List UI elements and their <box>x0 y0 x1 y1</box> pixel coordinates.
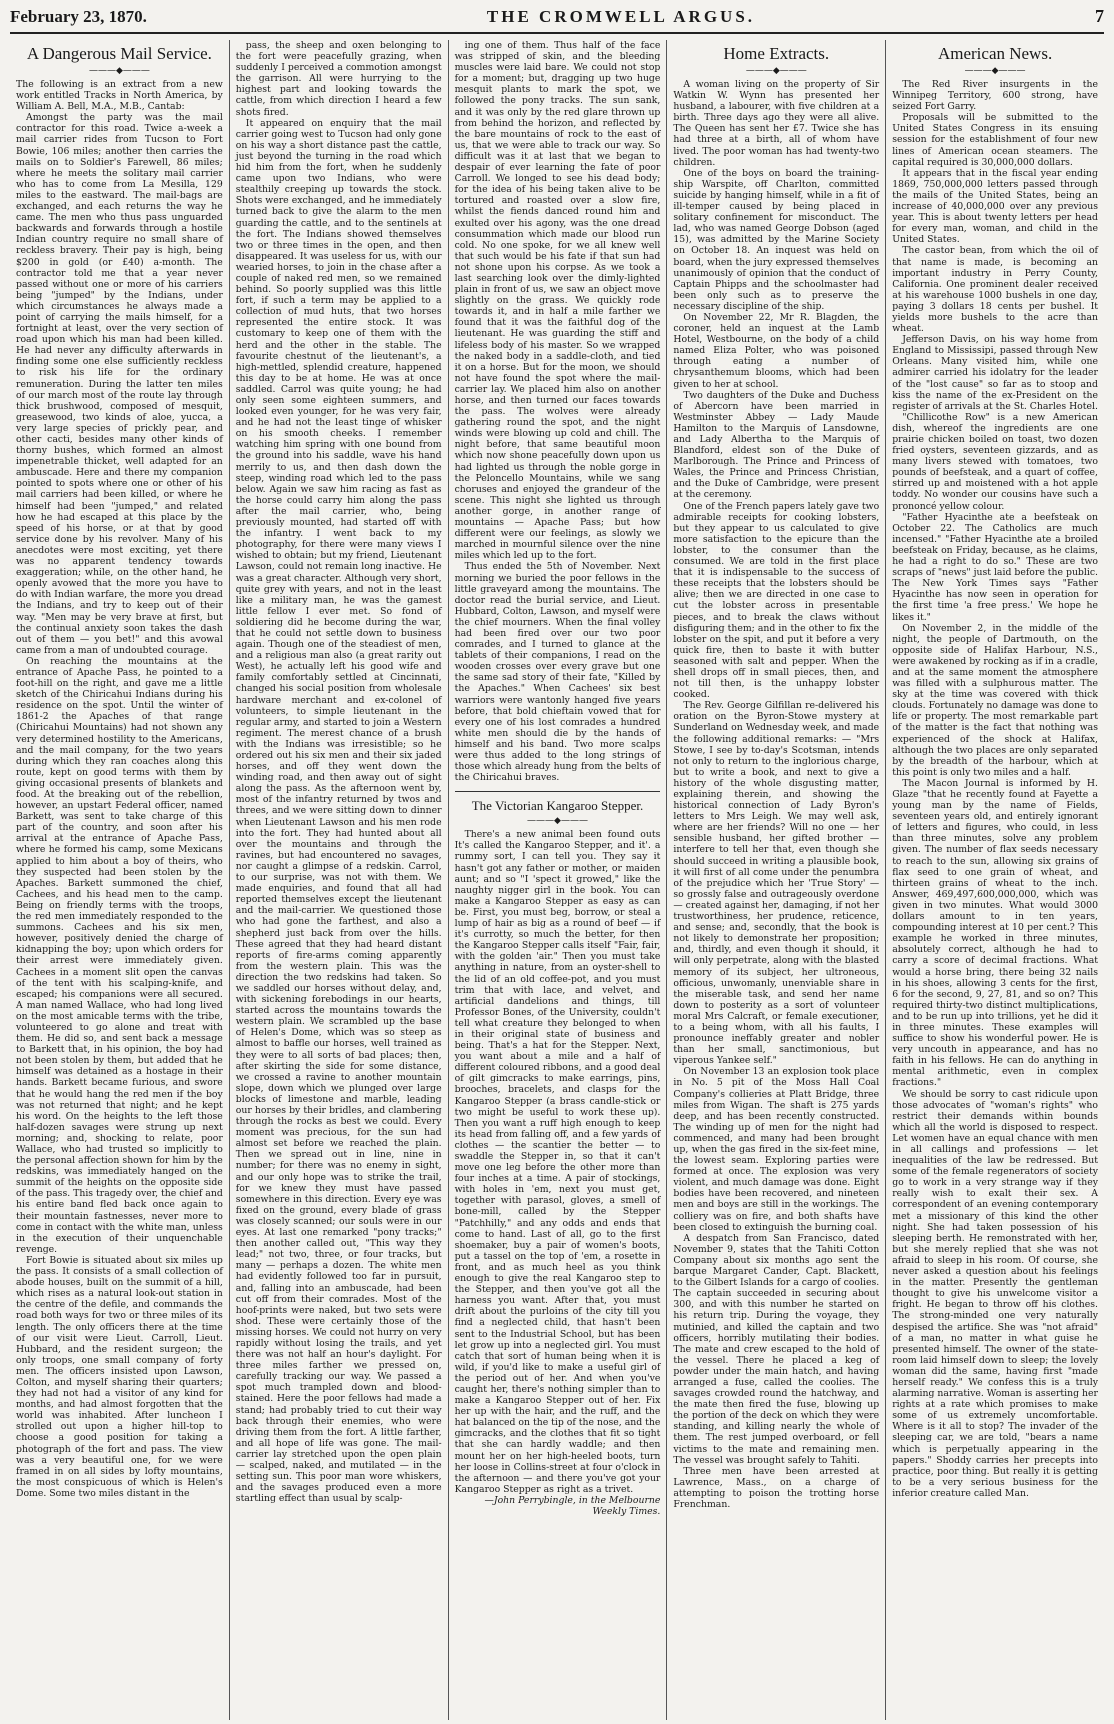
column-5 <box>885 40 1104 1720</box>
paragraph: We should be sorry to cast ridicule upon those advocates of "woman's rights" who restrict their demands within bounds which all the world is disposed to respect. Let women have an equal chance with men in all callings and professions — let inequalities of the law be redressed. But some of the female regenerators of society go to work in a very strange way if they really wish to exalt their sex. A correspondent of an evening contemporary met a missionary of this kind the other night. She had taken possession of his sleeping berth. He remonstrated with her, but she merely replied that she was not afraid to sleep in his room. Of course, she never asked a question about his feelings in the matter. Presently the gentleman thought to give his unwelcome visitor a fright. He began to throw off his clothes. The strong-minded one very naturally despised the artifice. She was "not afraid" of a man, no matter in what guise he presented himself. The owner of the state-room laid himself down to sleep; the lovely woman did the same, having first "made herself ready." We confess this is a truly alarming narrative. Woman is asserting her rights at a rate which promises to make some of us extremely uncomfortable. Where is it all to stop? The invader of the sleeping car, we are told, "bears a name which is perpetually appearing in the papers." Shoddy carries her precepts into practice, poor thing. But really it is getting to be a very serious business for the inferior creature called Man. <box>892 1088 1098 1499</box>
paragraph: The Macon Journal is informed by H. Glaze "that he recently found at Fayette a young man by the name of Fields, seventeen years old, and entirely ignorant of letters and figures, who could, in less than three minutes, solve any problem given. The number of flax seeds necessary to reach to the sun, allowing six grains of flax seed to one grain of wheat, and thirteen grains of wheat to the inch. Answer, 469,497,600,000,000, which was given in two minutes. What would 3000 dollars amount to in ten years, compounding interest at 10 per cent.? This example he worked in three minutes, absolutely correct, although he had to carry a score of decimal fractions. What would a horse bring, there being 32 nails in his shoes, allowing 3 cents for the first, 6 for the second, 9, 27, 81, and so on? This required thirty-two distinct multiplications, and to be run up into trillions, yet he did it in three minutes. These examples will suffice to show his wonderful power. He is very uncouth in appearance, and has no faith in his fellows. He can do anything in mental arithmetic, even in complex fractions." <box>892 777 1098 1089</box>
paragraph: Proposals will be submitted to the United States Congress in its ensuing session for the establishment of four new lines of American ocean steamers. The capital required is 30,000,000 dollars. <box>892 112 1098 168</box>
paragraph: On November 13 an explosion took place in No. 5 pit of the Moss Hall Coal Company's collieries at Platt Bridge, three miles from Wigan. The shaft is 275 yards deep, and has been recently constructed. The winding up of men for the night had commenced, and many had been brought up, when the gas fired in the six-feet mine, the lowest seam. Exploring parties were formed at once. The explosion was very violent, and much damage was done. Eight bodies have been recovered, and nineteen men and boys are still in the workings. The colliery was on fire, and both shafts have been closed to extinguish the burning coal. <box>673 1066 880 1233</box>
article-body-mail-service <box>16 79 223 1499</box>
section-divider <box>455 791 661 792</box>
paragraph: On reaching the mountains at the entrance of Apache Pass, he pointed to a foot-hill on the right, and gave me a little sketch of the Chiricahui Indians during his residence on the spot. Until the winter of 1861-2 the Apaches of that range (Chiricahui Mountains) had not shown any very determined hostility to the Americans, and the mail company, for the two years during which they ran coaches along this route, kept on good terms with them by giving occasional presents of blankets and food. At the breaking out of the rebellion, however, an upstart Federal officer, named Barkett, was sent to take charge of this part of the country, and soon after his arrival at the entrance of Apache Pass, where he formed his camp, some Mexicans applied to him about a boy of theirs, who they suspected had been stolen by the Apaches. Barkett summoned the chief, Cachees, and his head men to the camp. Being on friendly terms with the troops, the red men immediately responded to the summons. Cachees and his six men, however, positively denied the charge of kidnapping the boy; upon which orders for their arrest were immediately given. Cachees in a moment slit open the canvas of the tent with his scalping-knife, and escaped; his companions were all secured. A man named Wallace, who had long lived on the most amicable terms with the tribe, volunteered to go alone and treat with them. He did so, and sent back a message to Barkett that, in his opinion, the boy had not been stolen by them, but added that he himself was detained as a hostage in their hands. Barkett became furious, and swore that he would hang the red men if the boy was not returned that night; and he kept his word. On the heights to the left those half-dozen savages were strung up next morning; and, shocking to relate, poor Wallace, who had trusted so implicitly to the personal affection shown for him by the redskins, was immediately hanged on the summit of the heights on the opposite side of the pass. This tragedy over, the chief and his entire band fled back once again to their mountain fastnesses, never more to come in contact with the white man, unless in the execution of their unquenchable revenge. <box>16 655 223 1255</box>
title-ornament: ———◆——— <box>527 816 588 827</box>
article-title-kangaroo-stepper: The Victorian Kangaroo Stepper. <box>471 798 644 814</box>
paragraph: On November 2, in the middle of the night, the people of Dartmouth, on the opposite side of Halifax Harbour, N.S., were awakened by rocking as if in a cradle, and at the same moment the atmosphere was filled with a sulphurous matter. The sky at the time was covered with thick clouds. Fortunately no damage was done to life or property. The most remarkable part of the matter is the fact that nothing was experienced of the shock at Halifax, although the two places are only separated by the breadth of the harbour, which at this point is only two miles and a half. <box>892 622 1098 778</box>
paragraph: "Father Hyacinthe ate a beefsteak on October 22. The Catholics are much incensed." "Father Hyacinthe ate a broiled beefsteak on Friday, because, as he claims, he had a right to do so." These are two scraps of "news" just laid before the public. The New York Times says "Father Hyacinthe has now seen in operation for the first time 'a free press.' We hope he likes it." <box>892 511 1098 623</box>
column-3 <box>448 40 667 1720</box>
paragraph: The following is an extract from a new work entitled Tracks in North America, by William A. Bell, M.A., M.B., Cantab: <box>16 79 223 113</box>
paragraph: The Red River insurgents in the Winnipeg Territory, 600 strong, have seized Fort Garry. <box>892 79 1098 113</box>
paragraph: Thus ended the 5th of November. Next morning we buried the poor fellows in the little graveyard among the mountains. The doctor read the burial service, and Lieut. Hubbard, Colton, Lawson, and myself were the chief mourners. When the final volley had been fired over our two poor comrades, and I turned to glance at the tablets of their companions, I read on the wooden crosses over every grave but one the same sad story of their fate, "Killed by the Apaches." When Cachees' six best warriors were wantonly hanged five years before, that bold chieftain vowed that for every one of his lost comrades a hundred white men should die by the hands of himself and his band. Two more scalps were thus added to the long strings of those which already hung from the belts of the Chiricahui braves. <box>454 561 661 784</box>
title-ornament: ———◆——— <box>745 66 807 76</box>
paragraph: There's a new animal been found outs It's called the Kangaroo Stepper, and it'. a rummy sort, I can tell you. They say it hasn't got any father or mother, or maiden aunt; and so "I 'spect it growed," like the naughty nigger girl in the book. You can make a Kangaroo Stepper as easy as can be. First, you must beg, borrow, or steal a lump of hair as big as a round of beef — if it's currotty, so much the better, for then the Kangaroo Stepper calls itself "Fair, fair, with the golden 'air." Then you must take anything in nature, from an oyster-shell to the lid of an old coffee-pot, and you must trim that with lace, and velvet, and artificial dandelions and things, till Professor Bones, of the University, couldn't tell what creature they belonged to when in their original state of business and being. That's a hat for the Stepper. Next, you want about a mile and a half of different coloured ribbons, and a good deal of gilt gimcracks to make earrings, pins, brooches, bracelets, and clasps for the Kangaroo Stepper (a brass candle-stick or two might be useful to work these up). Then you want a ruff high enough to keep its head from falling off, and a few yards of clothes — the scantier the better — to swaddle the Stepper in, so that it can't move one leg before the other more than four inches at a time. A pair of stockings, with holes in 'em, next you must get, together with parasol, gloves, a smell of bone-mill, called by the Stepper "Patchhilly," and any odds and ends that come to hand. Last of all, go to the first shoemaker, buy a pair of women's boots, put a tassel on the top of 'em, a rosette in front, and as much heel as you think enough to give the real Kangaroo step to the Stepper, and then you've got all the harness you want. After that, you must drift about the purloins of the city till you find a neglected child, that hasn't been sent to the Industrial School, but has been let grow up into a neglected girl. You must catch that sort of human being when it is wild, if you'd like to make a useful girl of the period out of her. And when you've caught her, there's nothing simpler than to make a Kangaroo Stepper out of her. Fix her up with the hair, and the ruff, and the hat balanced on the tip of the nose, and the gimcracks, and the clothes that fit so tight that she can hardly waddle; and then mount her on her high-heeled boots, turn her loose in Collins-street at four o'clock in the afternoon — and there you've got your Kangaroo Stepper as right as a trivet. <box>454 829 661 1495</box>
masthead-rule <box>10 32 1104 34</box>
paragraph: Amongst the party was the mail contractor for this road. Twice a-week a mail carrier rides from Tucson to Fort Bowie, 106 miles; another then carries the mails on to Soldier's Farewell, 86 miles; where he meets the solitary mail carrier who has to come from La Mesilla, 129 miles to the eastward. The mail-bags are exchanged, and each returns the way he came. The men who thus pass unguarded backwards and forwards through a hostile Indian country require no small share of reckless bravery. Their pay is high, being $200 in gold (or £40) a-month. The contractor told me that a year never passed without one or more of his carriers being "jumped" by the Indians, under which circumstances he always made a point of carrying the mails himself, for a fortnight at least, over the very section of road upon which his man had been killed. He had never any difficulty afterwards in finding some one else sufficiently reckless to risk his life for the ordinary remuneration. During the latter ten miles of our march most of the route lay through thick brushwood, composed of mesquit, greasewood, two kinds of aloe, yucca, a very large species of prickly pear, and other cacti, besides many other kinds of thorny bushes, which formed an almost impenetrable thicket, well adapted for an ambuscade. Here and there my companion pointed to spots where one or other of his mail carriers had been killed, or where he himself had been "jumped," and related how he had escaped at this place by the speed of his horse, or at that by good service done by his revolver. Many of his anecdotes were most exciting, yet there was no apparent tendency towards exaggeration; while, on the other hand, he openly avowed that the more you have to do with Indian warfare, the more you dread the Indians, and try to keep out of their way. "Men may be very brave at first, but the continual anxiety soon takes the dash out of them — you bet!" and this avowal came from a man of undoubted courage. <box>16 112 223 656</box>
paragraph: Two daughters of the Duke and Duchess of Abercorn have been married in Westminster Abbey — Lady Maude Hamilton to the Marquis of Lansdowne, and Lady Albertha to the Marquis of Blandford, eldest son of the Duke of Marlborough. The Prince and Princess of Wales, the Prince and Princess Christian, and the Duke of Cambridge, were present at the ceremony. <box>673 389 880 501</box>
paragraph: A woman living on the property of Sir Watkin W. Wynn has presented her husband, a labourer, with five children at a birth. Three days ago they were all alive. The Queen has sent her £7. Twice she has had three at a birth, all of whom have lived. The poor woman has had twenty-two children. <box>673 79 880 168</box>
section-body-american-news <box>892 79 1098 1499</box>
paragraph: Fort Bowie is situated about six miles up the pass. It consists of a small collection of abode houses, built on the summit of a hill, which rises as a natural look-out station in the centre of the defile, and commands the road both ways for two or three miles of its length. The only officers there at the time of our visit were Lieut. Carroll, Lieut. Hubbard, and the resident surgeon; the only troops, one small company of forty men. The officers insisted upon Lawson, Colton, and myself sharing their quarters; they had not had a visitor of any kind for months, and had almost forgotten that the world was inhabited. After luncheon I strolled out upon a higher hill-top to choose a good position for taking a photograph of the fort and pass. The view was a very beautiful one, for we were framed in on all sides by lofty mountains, the most conspicuous of which is Helen's Dome. Some two miles distant in the <box>16 1254 223 1499</box>
newspaper-title: THE CROMWELL ARGUS. <box>486 7 756 26</box>
article-body-mail-service-end <box>455 40 661 783</box>
article-body-mail-service-continued <box>236 40 442 1504</box>
column-1 <box>10 40 229 1720</box>
title-ornament: ———◆——— <box>964 66 1026 76</box>
paragraph: The Rev. George Gilfillan re-delivered his oration on the Byron-Stowe mystery at Sunderland on Wednesday week, and made the following additional remarks: — "Mrs Stowe, I see by to-day's Scotsman, intends not only to return to the inglorious charge, but to write a book, and next to give a history of the whole disgusting matter, explaining therein, and showing the historical connection of Lady Byron's letters to Mrs Leigh. We may well ask, where are her friends? Will no one — her sensible husband, her gifted brother — interfere to tell her that, even though she should succeed in writing a plausible book, it will first of all come under the penumbra of the prejudice which her 'True Story' — so grossly false and outrageously overdone — created against her, damaging, if not her trustworthiness, her prudence, reticence, and sense; and, secondly, that the book is not likely to demonstrate her proposition; and, thirdly, and even though it should, it will only perpetrate, along with the blasted memory of its subject, her ultroneous, officious, unwomanly, unenviable share in the miserable task, and send her name down to posterity as a sort of volunteer moral Mrs Calcraft, or female executioner, to a being whom, with all his faults, I pronounce ineffably greater and nobler than her small, sanctimonious, but viperous Yankee self." <box>673 700 880 1067</box>
paragraph: One of the boys on board the training-ship Warspite, off Charlton, committed suicide by hanging himself, while in a fit of ill-temper caused by being placed in solitary confinement for misconduct. The lad, who was named George Dobson (aged 15), was admitted by the Marine Society on October 18. An inquest was held on board, when the jury expressed themselves unanimously of opinion that the conduct of Captain Phipps and the schoolmaster had been only such as to preserve the necessary discipline of the ship. <box>673 167 880 312</box>
paragraph: The castor bean, from which the oil of that name is made, is becoming an important industry in Perry County, California. One prominent dealer received at his warehouse 1000 bushels in one day, paying 3 dollars 18 cents per bushel. It yields more bushels to the acre than wheat. <box>892 245 1098 335</box>
paragraph: It appears that in the fiscal year ending 1869, 750,000,000 letters passed through the mails of the United States, being an increase of 40,000,000 over any previous year. This is about twenty letters per head for every man, woman, and child in the United States. <box>892 167 1098 246</box>
paragraph: It appeared on enquiry that the mail carrier going west to Tucson had only gone on his way a short distance past the cattle, just beyond the turning in the road which hid him from the fort, when he suddenly came upon two Indians, who were stealthily creeping up towards the stock. Shots were exchanged, and he immediately turned back to give the alarm to the men guarding the cattle, and to the sentinels at the fort. The Indians showed themselves two or three times in the open, and then disappeared. It was useless for us, with our wearied horses, to join in the chase after a couple of naked red men, so we remained behind. So poorly supplied was this little fort, if such a term may be applied to a collection of mud huts, that two horses represented the entire stock. It was customary to keep one of them with the herd and the other in the stable. The favourite chestnut of the lieutenant's, a high-mettled, splendid creature, happened this day to be at home. He was at once saddled. Carrol was quite young; he had only seen some eighteen summers, and looked even younger, for he was very fair, and he had not the least tinge of whisker on his smooth cheeks. I remember watching him spring with one bound from the ground into his saddle, wave his hand merrily to us, and then dash down the steep, winding road which led to the pass below. Again we saw him racing as fast as the horse could carry him along the pass after the mail carrier, who, being previously mounted, had started off with the infantry. I went back to my photography, for there were many views I wished to obtain; but my friend, Lieutenant Lawson, could not remain long inactive. He was a great character. Although very short, quite grey with years, and not in the least like a military man, he was the gamest little fellow I ever met. So fond of soldiering did he become during the war, that he could not settle down to business again. Though one of the steadiest of men, and a religious man also (a great rarity out West), he actually left his good wife and family comfortably settled at Cincinnati, changed his social position from wholesale hardware merchant and ex-colonel of volunteers, to simple lieutenant in the regular army, and started to join a Western regiment. The merest chance of a brush with the Indians was irresistible; so he ordered out his six men and their six jaded horses, and off they went down the winding road, and then away out of sight along the pass. As the afternoon went by, most of the infantry returned by twos and threes, and we were sitting down to dinner when Lieutenant Lawson and his men rode into the fort. They had hunted about all over the mountains and through the ravines, but had encountered no savages, nor caught a glimpse of a redskin. Carrol, to our surprise, was not with them. We made enquiries, and found that all had reported themselves except the lieutenant and the mail-carrier. We questioned those who had gone the farthest, and also a shepherd just back from over the hills. These agreed that they had heard distant reports of fire-arms coming apparently from the western plain. This was the direction the two redskins had taken. So we saddled our horses without delay, and, with sickening forebodings in our hearts, started across the mountains towards the western plain. We scrambled up the base of Helen's Dome, which was so steep as almost to baffle our horses, well trained as they were to all sorts of bad places; then, after skirting the side for some distance, we crossed a ravine to another mountain slope, down which we plunged over large blocks of limestone and marble, leading our horses by their bridles, and clambering through the rocks as best we could. Every moment was precious, for the sun had almost set before we reached the plain. Then we spread out in line, nine in number; for there was no enemy in sight, and our only hope was to strike the trail, for we knew they must have passed somewhere in this direction. Every eye was fixed on the ground, every blade of grass was closely scanned; our souls were in our eyes. At last one remarked "pony tracks;" then another called out, "This way they lead;" not two, three, or four tracks, but many — perhaps a dozen. The white men had evidently followed too far in pursuit, and, falling into an ambuscade, had been cut off from their comrades. Most of the hoof-prints were naked, but two sets were shod. These were certainly those of the missing horses. We could not hurry on very rapidly without losing the trails, and yet there was not half an hour's daylight. For three miles farther we pressed on, carefully tracking our way. We passed a spot much trampled down and blood-stained. Here the poor fellows had made a stand; had probably tried to cut their way back through their enemies, who were driving them from the fort. A little farther, and all hope of life was gone. The mail-carrier lay stretched upon the open plain — scalped, naked, and mutilated — in the setting sun. This poor man wore whiskers, and the savages produced even a more startling effect than usual by scalp- <box>235 117 442 1505</box>
paragraph: A despatch from San Francisco, dated November 9, states that the Tahiti Cotton Company about six months ago sent the barque Margaret Cander, Capt. Blackett, to the Gilbert Islands for a cargo of coolies. The captain succeeded in securing about 300, and with this number he started on his return trip. During the voyage, they mutinied, and killed the captain and two officers, horribly mutilating their bodies. The mate and crew escaped to the hold of the vessel. There he placed a keg of powder under the main hatch, and having arranged a fuse, called the coolies. The savages crowded round the hatchway, and the mate then fired the fuse, blowing up the portion of the deck on which they were standing, and killing nearly the whole of them. The rest jumped overboard, or fell victims to the mate and remaining men. The vessel was brought safely to Tahiti. <box>673 1232 880 1466</box>
section-title-american-news: American News. <box>937 44 1053 63</box>
column-4 <box>666 40 885 1720</box>
columns <box>10 40 1104 1720</box>
paragraph: Three men have been arrested at Lawrence, Mass., on a charge of attempting to poison the trotting horse Frenchman. <box>673 1465 880 1510</box>
article-body-kangaroo-stepper <box>455 829 661 1495</box>
section-title-home-extracts: Home Extracts. <box>723 44 830 63</box>
paragraph: One of the French papers lately gave two admirable receipts for cooking lobsters, but they appear to us calculated to give more satisfaction to the epicure than the lobster, to the consumer than the consumed. We are told in the first place that it is indispensable to the success of these receipts that the lobsters should be alive; then we are directed in one case to cut the lobster across in presentable pieces, and to break the claws without disfiguring them; and in the other to fix the lobster on the spit, and put it before a very quick fire, then to baste it with butter seasoned with salt and pepper. When the shell drops off in small pieces, then, and not till then, is the unhappy lobster cooked. <box>673 500 880 701</box>
section-body-home-extracts <box>673 79 879 1510</box>
column-2 <box>229 40 448 1720</box>
paragraph: On November 22, Mr R. Blagden, the coroner, held an inquest at the Lamb Hotel, Westbourne, on the body of a child named Eliza Polter, who was poisoned through eating a number of chrysanthemum blooms, which had been given to her at school. <box>673 311 880 390</box>
paragraph: "Chillicothe Row" is a new American dish, whereof the ingredients are one prairie chicken boiled on toast, two dozen fried oysters, seventeen gizzards, and as many livers stewed with tomatoes, two pounds of beefsteak, and a quart of coffee, stirred up and moistened with a hot apple toddy. No wonder our cousins have such a prononcé yellow colour. <box>892 411 1098 512</box>
masthead <box>10 6 1104 28</box>
paragraph: ing one of them. Thus half of the face was stripped of skin, and the bleeding muscles were laid bare. We could not stop for a moment; but, dragging up two huge mesquit plants to mark the spot, we followed the pony tracks. The sun sank, and it was only by the red glare thrown up from behind the horizon, and reflected by the bare mountains of rock to the east of us, that we were able to track our way. So difficult was it at last that we began to despair of ever learning the fate of poor Carroll. We longed to see his dead body; for the idea of his being taken alive to be tortured and roasted over a slow fire, whilst the fiends danced round him and exulted over his agony, was the one dread consummation which made our blood run cold. No one spoke, for we all knew well that such would be his fate if that sun had not shone upon his corpse. As we took a last searching look over the dimly-lighted plain in front of us, we saw an object move slightly on the grass. We quickly rode towards it, and in half a mile farther we found that it was the faithful dog of the lieutenant. He was guarding the stiff and lifeless body of his master. So we wrapped the naked body in a saddle-cloth, and tied it on a horse. But for the moon, we should not have found the spot where the mail-carrier lay. We placed him also on another horse, and then turned our faces towards the pass. The wolves were already gathering round the spot, and the night winds were blowing up cold and chill. The night before, that same beautiful moon which now shone peacefully down upon us had lighted us through the noble gorge in the Peloncello Mountains, while we sang choruses and enjoyed the grandeur of the scene. This night she lighted us through another gorge, in another range of mountains — Apache Pass; but how different were our feelings, as slowly we marched in mournful silence over the nine miles which led up to the fort. <box>454 40 661 562</box>
article-title-mail-service: A Dangerous Mail Service. <box>26 44 212 63</box>
issue-date: February 23, 1870. <box>10 7 147 26</box>
page-number: 7 <box>1095 6 1104 26</box>
article-signature: —John Perrybingle, in the Melbourne Weekly Times. <box>484 1494 661 1517</box>
paragraph: pass, the sheep and oxen belonging to the fort were peacefully grazing, when suddenly I perceived a commotion amongst the garrison. All were hurrying to the highest part and looking towards the cattle, from which direction I heard a few shots fired. <box>235 40 442 118</box>
title-ornament: ———◆——— <box>88 66 150 76</box>
paragraph: Jefferson Davis, on his way home from England to Mississipi, passed through New Orleans. Many visited him, while one admirer carried his idolatry for the leader of the "lost cause" so far as to stoop and kiss the name of the ex-President on the register of arrivals at the St. Charles Hotel. <box>892 334 1098 412</box>
